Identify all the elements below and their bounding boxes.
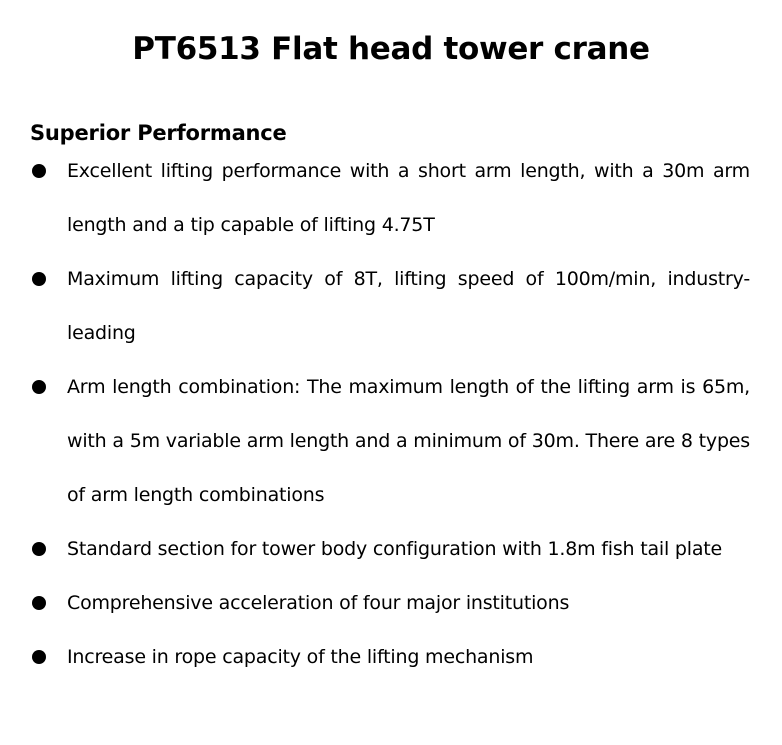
section-heading: Superior Performance [30, 121, 287, 146]
list-item [30, 144, 750, 252]
list-item-text: Increase in rope capacity of the lifting mechanism [67, 646, 534, 668]
bullet-icon [32, 650, 46, 664]
list-item [30, 576, 750, 630]
list-item-text: Arm length combination: The maximum length of the lifting arm is 65m, with a 5m variable arm length and a minimum of 30m. There are 8 types of arm length combinations [67, 376, 750, 506]
list-item-text: Maximum lifting capacity of 8T, lifting speed of 100m/min, industry-leading [67, 268, 750, 344]
list-item [30, 522, 750, 576]
bullet-icon [32, 380, 46, 394]
list-item-text: Excellent lifting performance with a short arm length, with a 30m arm length and a tip capable of lifting 4.75T [67, 160, 750, 236]
list-item [30, 630, 750, 684]
bullet-icon [32, 596, 46, 610]
list-item-text: Standard section for tower body configuration with 1.8m fish tail plate [67, 538, 723, 560]
bullet-icon [32, 542, 46, 556]
list-item [30, 252, 750, 360]
bullet-icon [32, 164, 46, 178]
bullet-icon [32, 272, 46, 286]
page-title: PT6513 Flat head tower crane [132, 30, 650, 67]
feature-list [30, 144, 750, 684]
list-item-text: Comprehensive acceleration of four major institutions [67, 592, 570, 614]
list-item [30, 360, 750, 522]
